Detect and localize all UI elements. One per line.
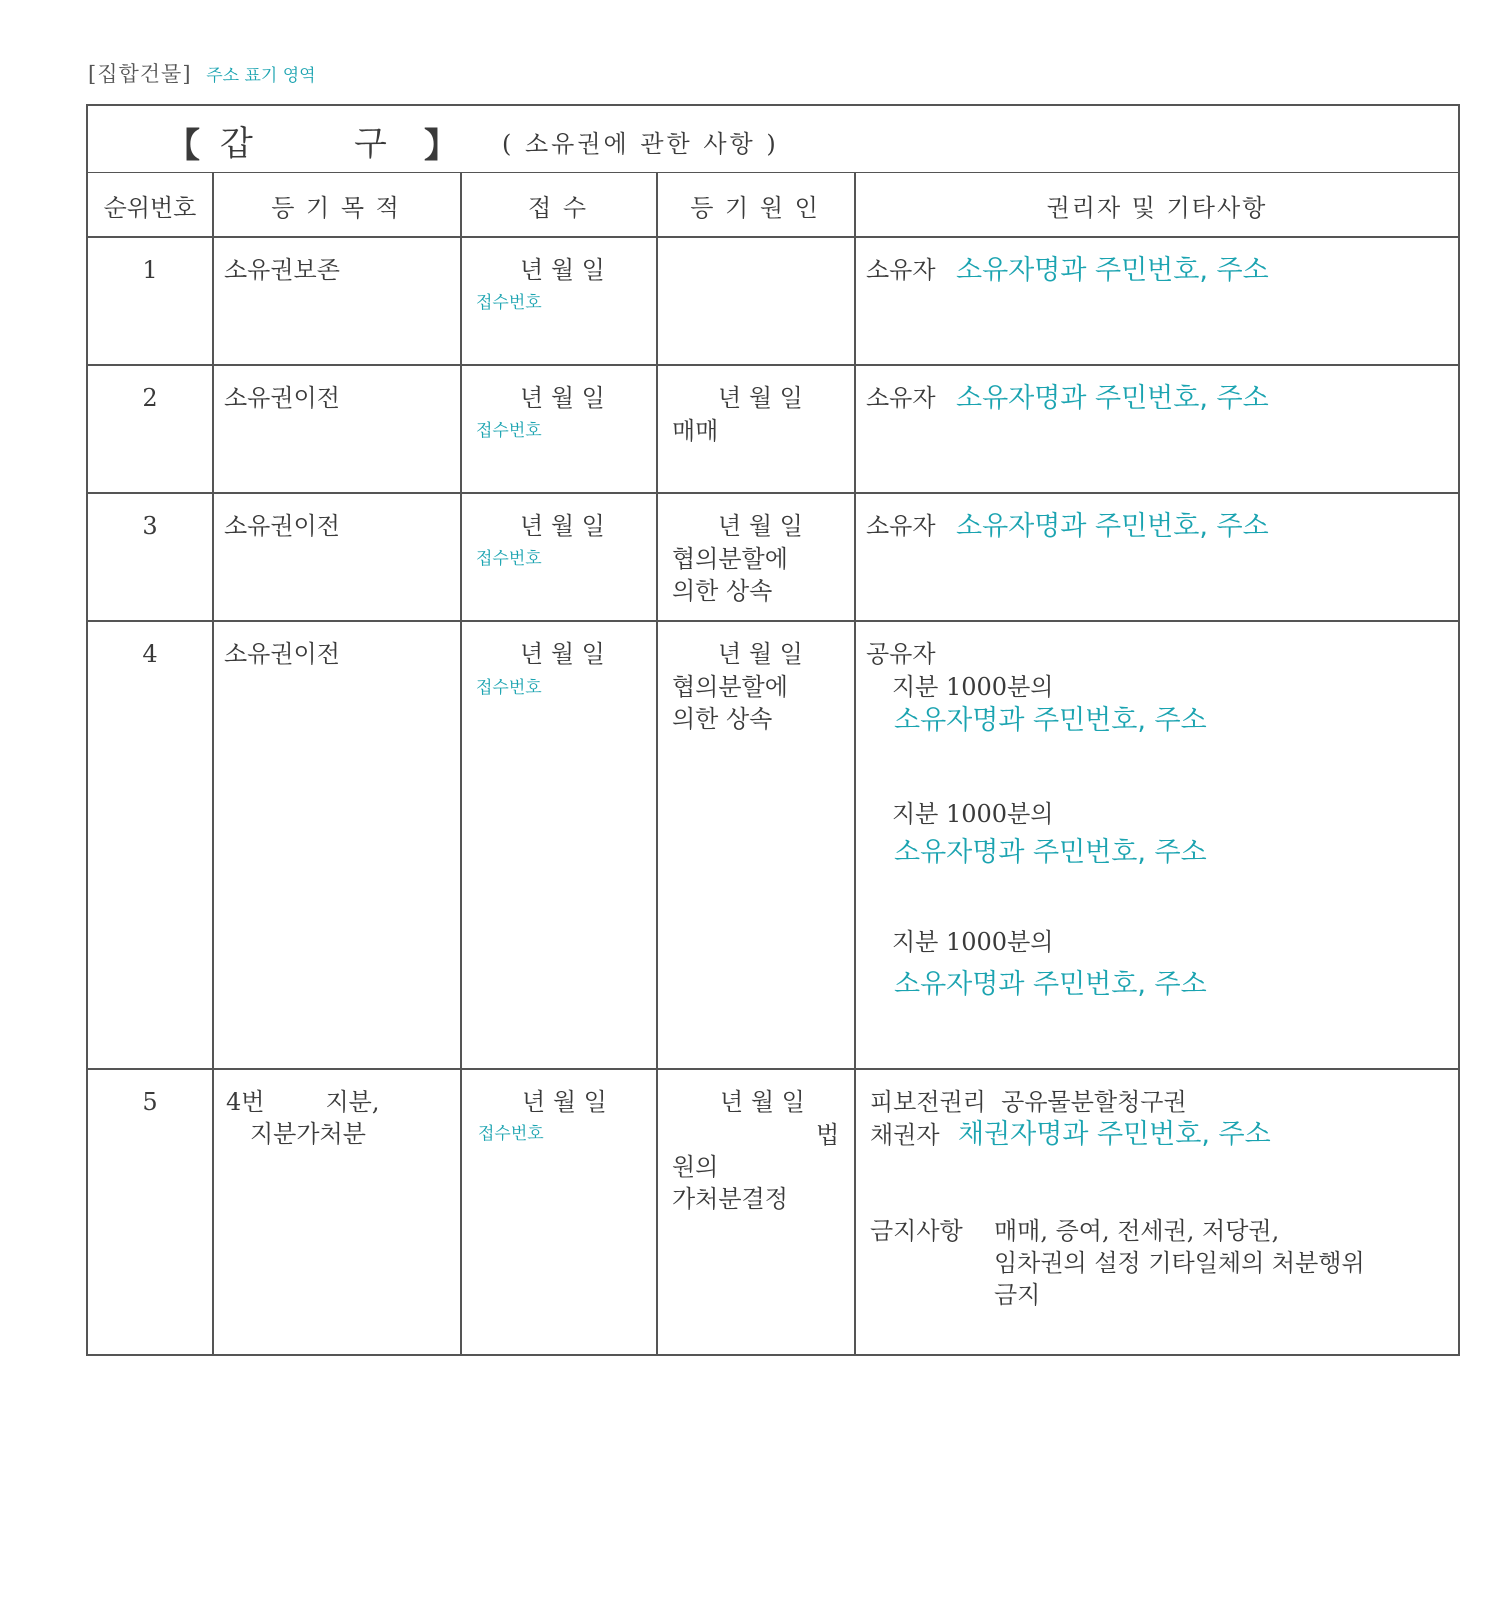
row-4-receipt-date: 년 월 일 <box>520 640 605 668</box>
row-1-holder-label: 소유자 <box>866 256 936 284</box>
row-3-purpose: 소유권이전 <box>224 512 340 540</box>
section-title-row <box>88 106 1458 173</box>
row-5-prohibition-line-2: 임차권의 설정 기타일체의 처분행위 <box>994 1249 1365 1277</box>
row-3-receipt-number: 접수번호 <box>476 549 542 569</box>
row-divider <box>88 364 1458 366</box>
column-header-rank: 순위번호 <box>103 194 197 222</box>
row-4-rank: 4 <box>142 640 158 668</box>
address-area-label: 주소 표기 영역 <box>206 66 316 86</box>
row-4-holder-label: 공유자 <box>866 640 936 668</box>
row-2-receipt-date: 년 월 일 <box>520 384 605 412</box>
row-4-share-3: 지분 1000분의 <box>892 928 1054 956</box>
row-5-cause-line-3: 가처분결정 <box>672 1185 788 1213</box>
row-4-share-1-owner: 소유자명과 주민번호, 주소 <box>894 705 1207 736</box>
row-1-purpose: 소유권보존 <box>224 256 340 284</box>
row-2-receipt-number: 접수번호 <box>476 421 542 441</box>
row-2-purpose: 소유권이전 <box>224 384 340 412</box>
row-5-cause-line-2: 원의 <box>672 1153 719 1181</box>
row-5-cause-date: 년 월 일 <box>720 1088 805 1116</box>
row-5-purpose-line-1: 4번 지분, <box>226 1088 380 1116</box>
row-5-creditor-value: 채권자명과 주민번호, 주소 <box>958 1119 1271 1150</box>
row-4-share-1: 지분 1000분의 <box>892 673 1054 701</box>
row-divider <box>88 1068 1458 1070</box>
row-2-cause-date: 년 월 일 <box>718 384 803 412</box>
row-4-share-2: 지분 1000분의 <box>892 800 1054 828</box>
row-3-cause-date: 년 월 일 <box>718 512 803 540</box>
row-3-receipt-date: 년 월 일 <box>520 512 605 540</box>
row-3-holder-label: 소유자 <box>866 512 936 540</box>
row-3-holder-value: 소유자명과 주민번호, 주소 <box>956 511 1269 542</box>
row-1-receipt-date: 년 월 일 <box>520 256 605 284</box>
row-5-prohibition-line-3: 금지 <box>994 1281 1041 1309</box>
row-5-cause-line-1: 법 <box>816 1121 840 1149</box>
row-5-purpose-line-2: 지분가처분 <box>250 1120 366 1148</box>
row-1-holder-value: 소유자명과 주민번호, 주소 <box>956 255 1269 286</box>
row-4-cause-date: 년 월 일 <box>718 640 803 668</box>
column-header-receipt: 접 수 <box>528 194 588 222</box>
row-5-receipt-number: 접수번호 <box>478 1124 544 1144</box>
row-4-cause-line-2: 의한 상속 <box>672 705 773 733</box>
row-4-purpose: 소유권이전 <box>224 640 340 668</box>
row-5-prohibition-line-1: 매매, 증여, 전세권, 저당권, <box>994 1217 1280 1245</box>
column-header-cause: 등 기 원 인 <box>690 194 820 222</box>
row-5-protected-right: 피보전권리 공유물분할청구권 <box>870 1088 1187 1116</box>
section-subtitle: ( 소유권에 관한 사항 ) <box>502 130 779 158</box>
row-2-cause-text: 매매 <box>672 417 719 445</box>
column-header-holder: 권리자 및 기타사항 <box>1046 194 1268 222</box>
bracket-close: 】 <box>424 126 458 166</box>
column-header-purpose: 등 기 목 적 <box>271 194 401 222</box>
row-2-holder-value: 소유자명과 주민번호, 주소 <box>956 383 1269 414</box>
row-divider <box>88 236 1458 238</box>
row-4-cause-line-1: 협의분할에 <box>672 673 788 701</box>
row-3-cause-line-1: 협의분할에 <box>672 545 788 573</box>
row-3-rank: 3 <box>142 512 158 540</box>
row-5-receipt-date: 년 월 일 <box>522 1088 607 1116</box>
row-1-receipt-number: 접수번호 <box>476 293 542 313</box>
row-divider <box>88 492 1458 494</box>
row-4-share-2-owner: 소유자명과 주민번호, 주소 <box>894 837 1207 868</box>
column-divider <box>656 172 658 1354</box>
gap-gu-table <box>86 104 1460 1356</box>
row-2-rank: 2 <box>142 384 158 412</box>
row-2-holder-label: 소유자 <box>866 384 936 412</box>
row-4-share-3-owner: 소유자명과 주민번호, 주소 <box>894 969 1207 1000</box>
bracket-open: 【 <box>166 126 200 166</box>
building-type-label: [집합건물] <box>88 62 192 86</box>
row-5-creditor-label: 채권자 <box>870 1121 940 1149</box>
row-4-receipt-number: 접수번호 <box>476 678 542 698</box>
row-3-cause-line-2: 의한 상속 <box>672 577 773 605</box>
column-divider <box>460 172 462 1354</box>
row-1-rank: 1 <box>142 256 158 284</box>
row-divider <box>88 620 1458 622</box>
section-name-char-2: 구 <box>354 124 387 164</box>
column-divider <box>212 172 214 1354</box>
section-name-char-1: 갑 <box>220 124 253 164</box>
document-header <box>88 58 316 88</box>
row-5-rank: 5 <box>142 1088 158 1116</box>
row-5-prohibition-label: 금지사항 <box>870 1217 963 1245</box>
column-divider <box>854 172 856 1354</box>
